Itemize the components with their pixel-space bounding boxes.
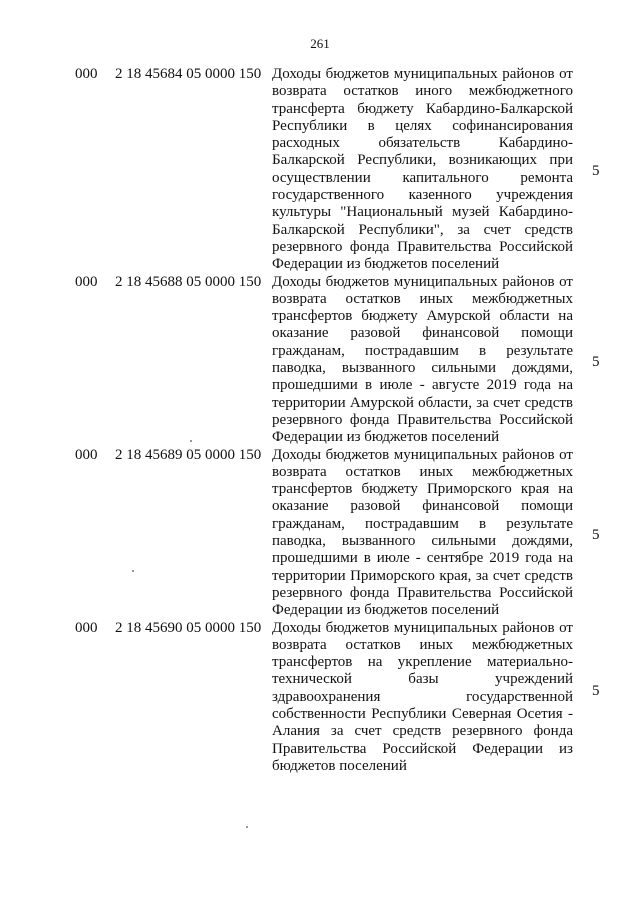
norm-percent: 5 — [592, 682, 600, 699]
scan-speck — [132, 570, 134, 572]
income-name: Доходы бюджетов муниципальных районов от возврата остатков иных межбюджетных трансфертов на укрепление материально-технической базы учреждений здравоохранения государственной собственности Республики Северная Осетия - Алания за счет средств резервного фонда Правительства Российской Федерации из бюджетов поселений — [272, 619, 573, 774]
table-row — [0, 66, 640, 274]
income-name: Доходы бюджетов муниципальных районов от возврата остатков иного межбюджетного трансферта бюджету Кабардино-Балкарской Республики в целях софинансирования расходных обязательств Кабардино-Балкарской Республики, возникающих при осуществлении капитального ремонта государственного казенного учреждения культуры "Национальный музей Кабардино-Балкарской Республики", за счет средств резервного фонда Правительства Российской Федерации из бюджетов поселений — [272, 66, 573, 273]
table-row — [0, 447, 640, 620]
table-row — [0, 274, 640, 447]
page-number: 261 — [310, 36, 330, 51]
norm-percent: 5 — [592, 163, 600, 179]
income-name: Доходы бюджетов муниципальных районов от возврата остатков иных межбюджетных трансфертов бюджету Амурской области на оказание разовой финансовой помощи гражданам, пострадавшим в результате паводка, вызванного сильными дождями, прошедшими в июле - августе 2019 года на территории Амурской области, за счет средств резервного фонда Правительства Российской Федерации из бюджетов поселений — [272, 273, 573, 446]
income-name: Доходы бюджетов муниципальных районов от возврата остатков иных межбюджетных трансфертов бюджету Приморского края на оказание разовой финансовой помощи гражданам, пострадавшим в результате паводка, вызванного сильными дождями, прошедшими в июле - сентябре 2019 года на территории Приморского края, за счет средств резервного фонда Правительства Российской Федерации из бюджетов поселений — [272, 446, 573, 619]
scan-speck — [246, 826, 248, 828]
table-row — [0, 620, 640, 776]
admin-code: 000 — [75, 273, 98, 290]
admin-code: 000 — [75, 446, 98, 463]
norm-percent: 5 — [592, 526, 600, 543]
norm-percent: 5 — [592, 353, 600, 370]
kbk-code: 2 18 45684 05 0000 150 — [115, 66, 262, 82]
kbk-code: 2 18 45688 05 0000 150 — [115, 273, 262, 290]
admin-code: 000 — [75, 619, 98, 636]
scan-speck — [190, 440, 192, 442]
budget-codes-table — [0, 66, 640, 776]
kbk-code: 2 18 45689 05 0000 150 — [115, 446, 262, 463]
admin-code: 000 — [75, 66, 98, 82]
kbk-code: 2 18 45690 05 0000 150 — [115, 619, 262, 636]
